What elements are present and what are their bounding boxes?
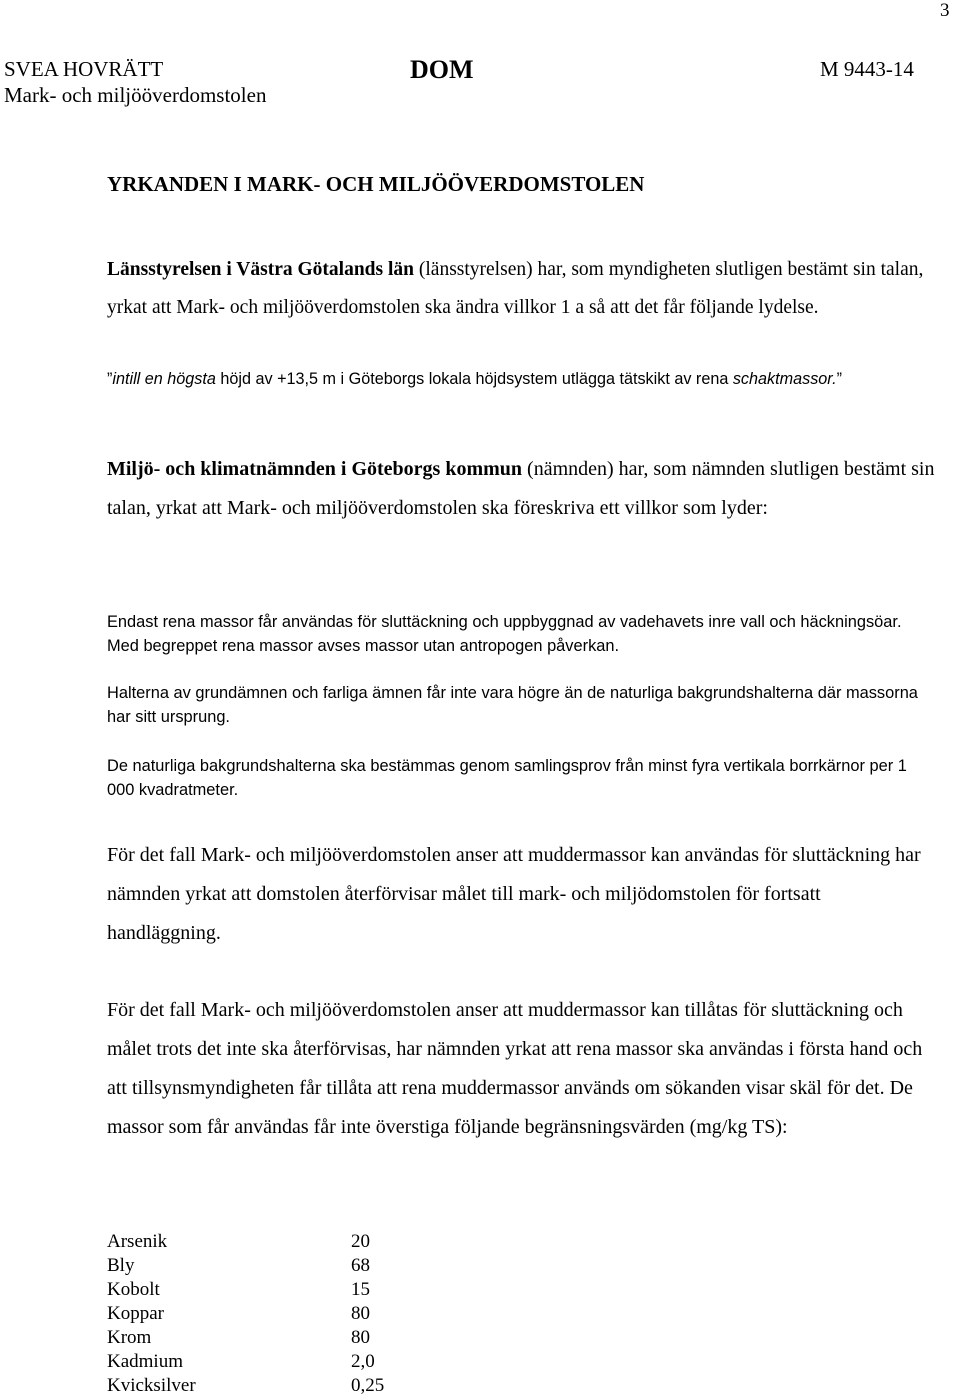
limit-values-table [107, 1230, 384, 1398]
paragraph-begransning: För det fall Mark- och miljööverdomstolen anser att muddermassor kan tillåtas för sluttäckning och målet trots det inte ska återförvisas, har nämnden yrkat att rena massor ska användas i första hand och att tillsynsmyndigheten får tillåta att rena muddermassor används om sökanden visar skäl för det. De massor som får användas får inte överstiga följande begränsningsvärden (mg/kg TS): [107, 999, 923, 1138]
table-row [107, 1278, 384, 1302]
limit-value: 15 [351, 1279, 370, 1300]
condition-text-1: Endast rena massor får användas för sluttäckning och uppbyggnad av vadehavets inre vall och häckningsöar. Med begreppet rena massor avses massor utan antropogen påverkan. [107, 613, 902, 655]
quote-open: ” [107, 370, 113, 388]
quote-close: ” [836, 370, 842, 388]
party-name: Länsstyrelsen i Västra Götalands län [107, 259, 414, 280]
condition-text-2: Halterna av grundämnen och farliga ämnen får inte vara högre än de naturliga bakgrundshalterna där massorna har sitt ursprung. [107, 684, 918, 726]
quote-italic-start: intill en högsta [112, 370, 216, 388]
substance-name: Kobolt [107, 1279, 160, 1300]
party-name: Miljö- och klimatnämnden i Göteborgs kommun [107, 458, 523, 480]
substance-name: Kadmium [107, 1351, 183, 1372]
paragraph-namnden [107, 450, 937, 528]
limit-value: 20 [351, 1231, 370, 1252]
substance-name: Krom [107, 1327, 152, 1348]
limit-value: 2,0 [351, 1351, 375, 1372]
condition-text-3: De naturliga bakgrundshalterna ska bestämmas genom samlingsprov från minst fyra vertikala borrkärnor per 1 000 kvadratmeter. [107, 757, 907, 799]
court-line-2: Mark- och miljööverdomstolen [4, 83, 267, 107]
document-type: DOM [410, 55, 474, 84]
page-number: 3 [940, 0, 950, 21]
court-line-1: SVEA HOVRÄTT [4, 57, 164, 81]
quote-mid: höjd av +13,5 m i Göteborgs lokala höjdsystem utlägga tätskikt av rena [215, 370, 733, 388]
table-row [107, 1302, 384, 1326]
limit-value: 0,25 [351, 1375, 385, 1396]
paragraph-text: (nämnden) har, som nämnden slutligen bestämt sin talan, yrkat att Mark- och miljööverdomstolen ska föreskriva ett villkor som lyder: [107, 458, 935, 519]
table-row [107, 1230, 384, 1254]
section-heading: YRKANDEN I MARK- OCH MILJÖÖVERDOMSTOLEN [107, 172, 645, 196]
substance-name: Koppar [107, 1303, 164, 1324]
substance-name: Bly [107, 1255, 135, 1276]
paragraph-aterforvisning: För det fall Mark- och miljööverdomstolen anser att muddermassor kan användas för sluttäckning har nämnden yrkat att domstolen återförvisar målet till mark- och miljödomstolen för fortsatt handläggning. [107, 844, 921, 944]
paragraph-lansstyrelsen [107, 251, 927, 327]
court-name [4, 56, 266, 108]
paragraph-text: (länsstyrelsen) har, som myndigheten slutligen bestämt sin talan, yrkat att Mark- och miljööverdomstolen ska ändra villkor 1 a så att det får följande lydelse. [107, 259, 924, 318]
limit-value: 80 [351, 1327, 370, 1348]
substance-name: Arsenik [107, 1231, 168, 1252]
limit-value: 68 [351, 1255, 370, 1276]
table-row [107, 1350, 384, 1374]
table-row [107, 1374, 384, 1398]
table-row [107, 1254, 384, 1278]
quote-italic-end: schaktmassor. [732, 370, 837, 388]
quoted-condition [107, 367, 927, 391]
limit-value: 80 [351, 1303, 370, 1324]
table-row [107, 1326, 384, 1350]
substance-name: Kvicksilver [107, 1375, 196, 1396]
case-number: M 9443-14 [820, 57, 914, 81]
